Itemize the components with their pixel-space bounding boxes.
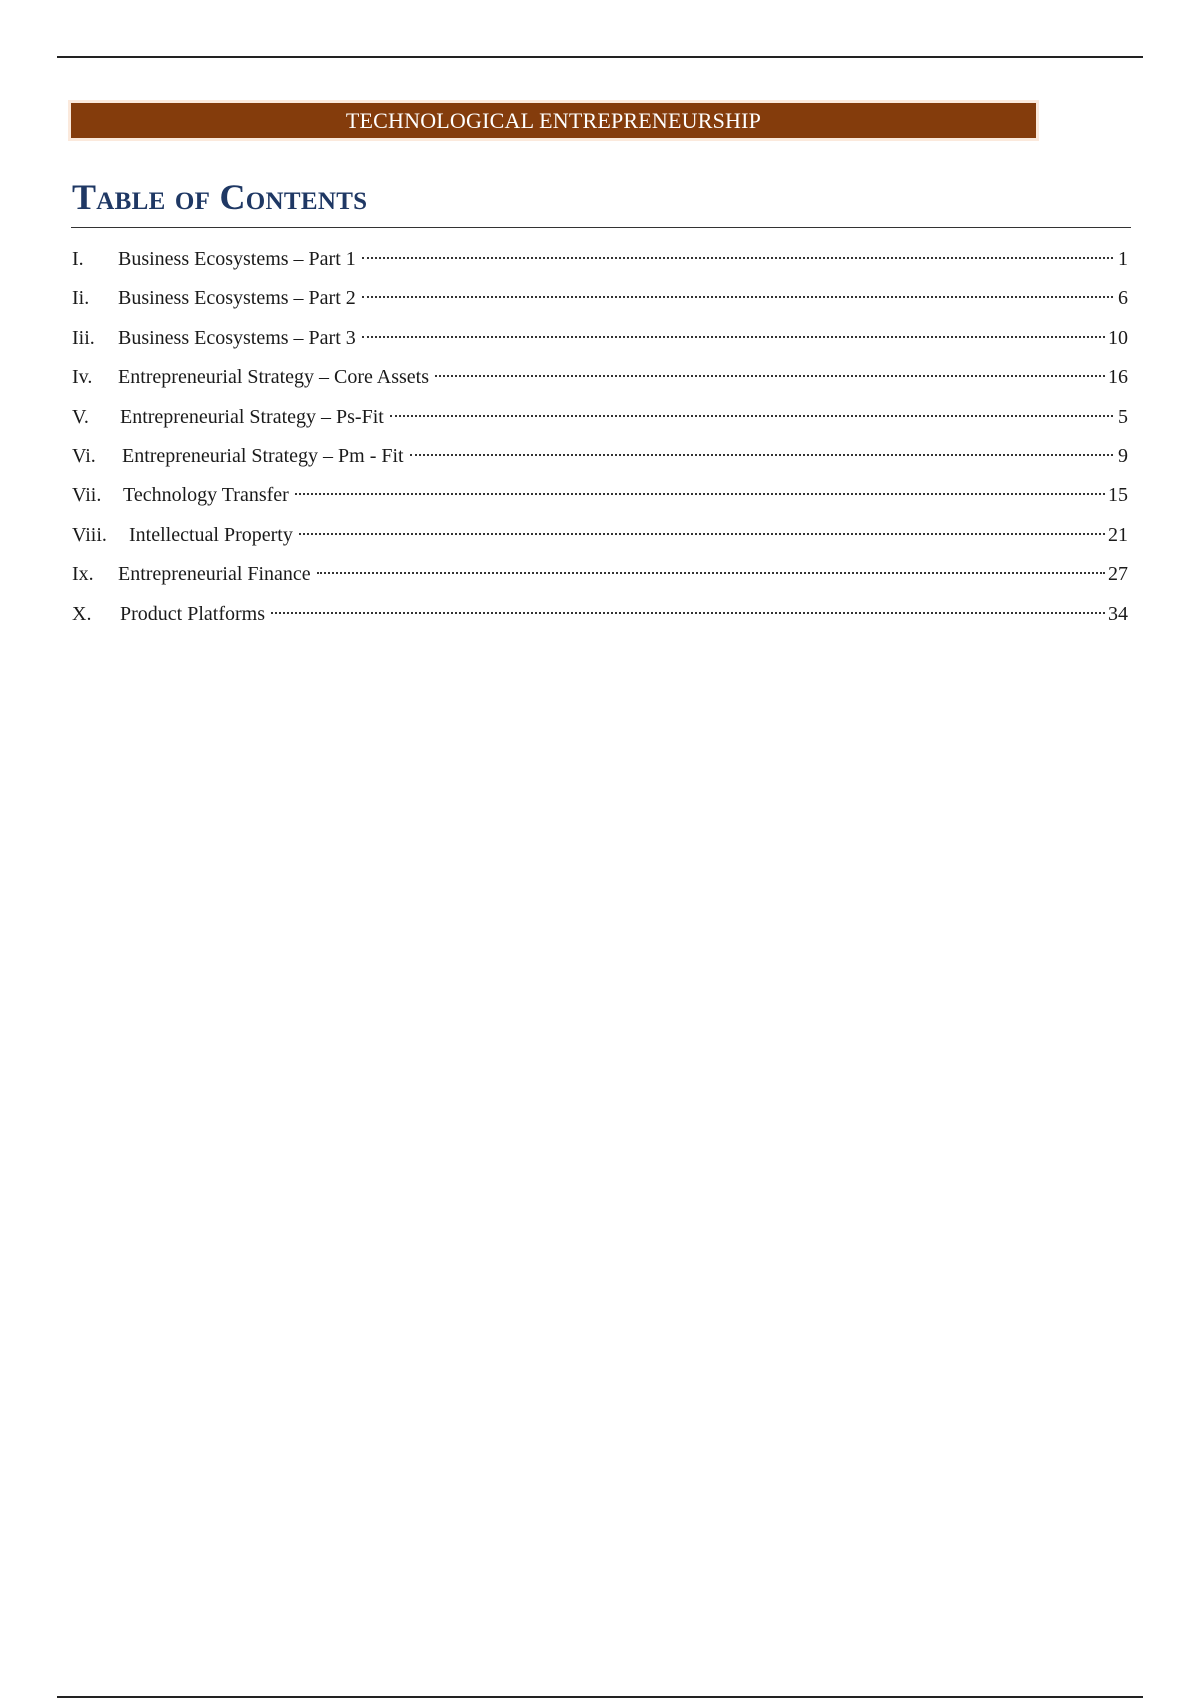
toc-entry-number: Iv. [72,366,93,389]
toc-entry-page[interactable]: 1 [1118,248,1128,270]
toc-dot-leader [362,336,1105,338]
banner-title: TECHNOLOGICAL ENTREPRENEURSHIP [345,107,762,133]
document-banner [71,103,1036,138]
toc-entry[interactable] [72,398,1128,437]
toc-list [72,240,1128,634]
toc-heading-rule [71,227,1131,228]
toc-entry[interactable] [72,358,1128,397]
toc-entry[interactable] [72,595,1128,634]
toc-entry-page[interactable]: 10 [1108,326,1128,349]
toc-entry-number: Viii. [72,523,107,546]
toc-entry-page[interactable]: 21 [1108,523,1128,546]
toc-entry-page[interactable]: 6 [1118,287,1128,310]
toc-entry-number: V. [72,405,89,428]
toc-entry-title[interactable]: Business Ecosystems – Part 3 [118,326,356,349]
toc-entry-number: Iii. [72,326,95,349]
toc-entry-number: Vii. [72,484,102,507]
toc-entry-number: X. [72,602,92,625]
toc-dot-leader [317,572,1105,574]
toc-entry-page[interactable]: 34 [1108,602,1128,625]
toc-entry-page[interactable]: 27 [1108,563,1128,586]
toc-heading: Table of Contents [72,177,368,217]
toc-entry-page[interactable]: 16 [1108,366,1128,389]
toc-entry-page[interactable]: 9 [1118,444,1128,467]
toc-entry-title[interactable]: Technology Transfer [123,484,289,507]
toc-entry[interactable] [72,516,1128,555]
toc-dot-leader [362,296,1113,298]
toc-entry-title[interactable]: Intellectual Property [129,523,293,546]
toc-dot-leader [299,533,1105,535]
toc-entry-number: Ii. [72,287,90,310]
toc-dot-leader [410,454,1113,456]
toc-entry-number: Ix. [72,563,94,586]
header-rule [57,56,1143,58]
toc-entry-page[interactable]: 15 [1108,484,1128,507]
toc-dot-leader [435,375,1105,377]
toc-entry-title[interactable]: Product Platforms [120,602,265,625]
toc-entry[interactable] [72,319,1128,358]
toc-entry[interactable] [72,437,1128,476]
toc-entry-title[interactable]: Entrepreneurial Strategy – Ps-Fit [120,405,384,428]
toc-dot-leader [390,415,1113,417]
toc-entry-number: Vi. [72,444,96,467]
footer-rule [57,1696,1143,1698]
toc-entry-number: I. [72,248,84,270]
toc-entry[interactable] [72,279,1128,318]
toc-entry-page[interactable]: 5 [1118,405,1128,428]
toc-entry-title[interactable]: Entrepreneurial Strategy – Core Assets [118,366,430,389]
toc-entry[interactable] [72,476,1128,515]
toc-entry-title[interactable]: Business Ecosystems – Part 2 [118,287,356,310]
toc-entry-title[interactable]: Entrepreneurial Strategy – Pm - Fit [122,444,404,467]
toc-entry-title[interactable]: Entrepreneurial Finance [118,563,311,586]
toc-dot-leader [271,612,1105,614]
toc-dot-leader [362,257,1113,259]
toc-entry[interactable] [72,555,1128,594]
toc-entry[interactable] [72,240,1128,279]
toc-dot-leader [295,493,1105,495]
toc-entry-title[interactable]: Business Ecosystems – Part 1 [118,248,356,270]
